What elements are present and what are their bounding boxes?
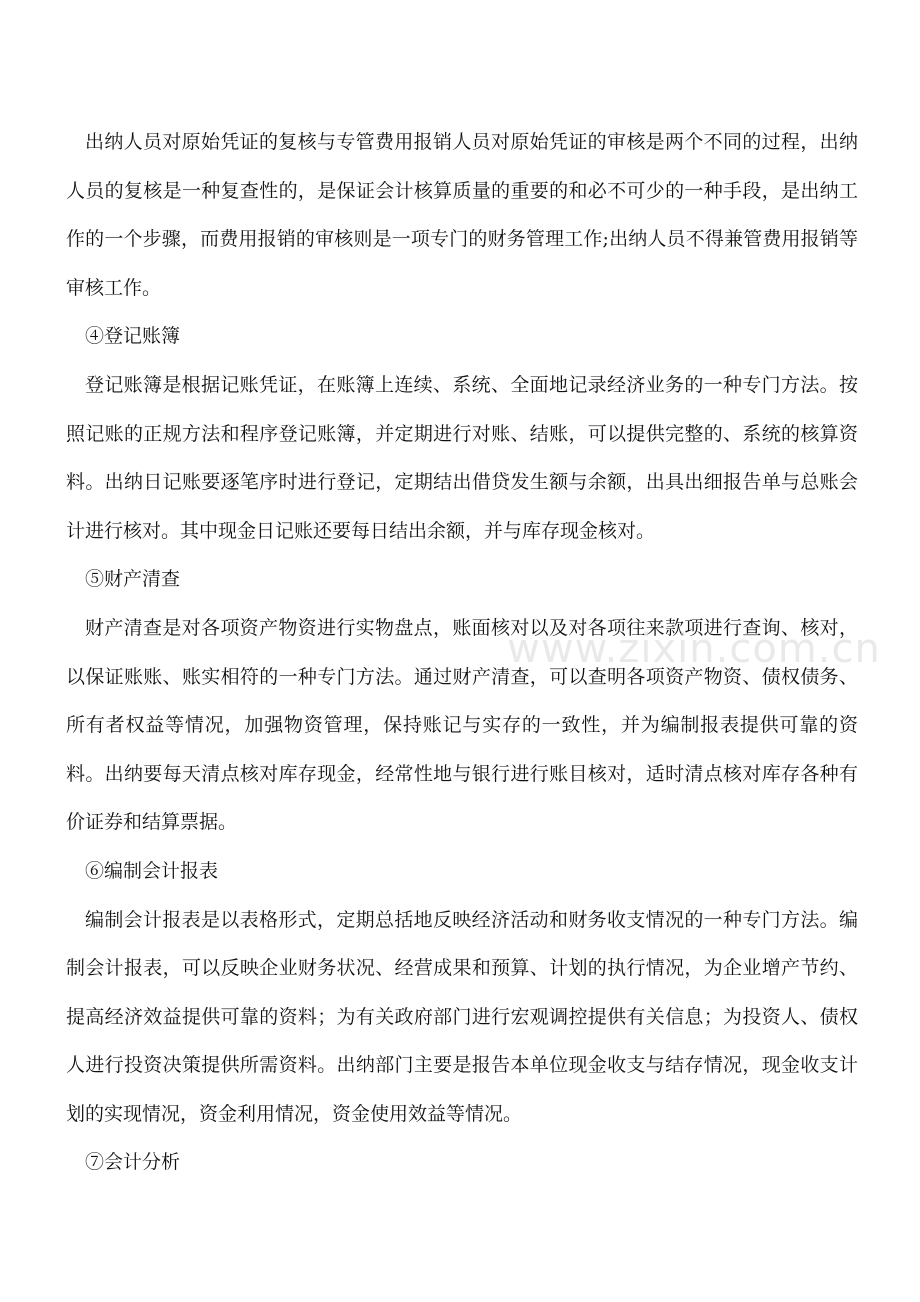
watermark: www.zixin.com.cn — [507, 626, 881, 672]
heading-property-check: ⑤财产清查 — [85, 568, 181, 591]
paragraph-register-books: 登记账簿是根据记账凭证，在账簿上连续、系统、全面地记录经济业务的一种专门方法。按照记账的正规方法和程序登记账簿，并定期进行对账、结账，可以提供完整的、系统的核算资料。出纳日记账要逐笔序时进行登记，定期结出借贷发生额与余额，出具出细报告单与总账会计进行核对。其中现金日记账还要每日结出余额，并与库存现金核对。 — [66, 373, 858, 542]
paragraph-financial-statements: 编制会计报表是以表格形式，定期总括地反映经济活动和财务收支情况的一种专门方法。编制会计报表，可以反映企业财务状况、经营成果和预算、计划的执行情况，为企业增产节约、提高经济效益提供可靠的资料；为有关政府部门进行宏观调控提供有关信息；为投资人、债权人进行投资决策提供所需资料。出纳部门主要是报告本单位现金收支与结存情况，现金收支计划的实现情况，资金利用情况，资金使用效益等情况。 — [66, 908, 858, 1125]
paragraph-review-process: 出纳人员对原始凭证的复核与专管费用报销人员对原始凭证的审核是两个不同的过程，出纳人员的复核是一种复查性的，是保证会计核算质量的重要的和必不可少的一种手段，是出纳工作的一个步骤，而费用报销的审核则是一项专门的财务管理工作;出纳人员不得兼管费用报销等审核工作。 — [66, 131, 858, 299]
document-body — [66, 118, 858, 1187]
heading-register-books: ④登记账簿 — [85, 325, 181, 348]
heading-financial-statements: ⑥编制会计报表 — [85, 859, 219, 882]
paragraph-property-check: 财产清查是对各项资产物资进行实物盘点，账面核对以及对各项往来款项进行查询、核对，以保证账账、账实相符的一种专门方法。通过财产清查，可以查明各项资产物资、债权债务、所有者权益等情况，加强物资管理，保持账记与实存的一致性，并为编制报表提供可靠的资料。出纳要每天清点核对库存现金，经常性地与银行进行账目核对，适时清点核对库存各种有价证券和结算票据。 — [66, 616, 858, 834]
heading-accounting-analysis: ⑦会计分析 — [85, 1151, 181, 1174]
